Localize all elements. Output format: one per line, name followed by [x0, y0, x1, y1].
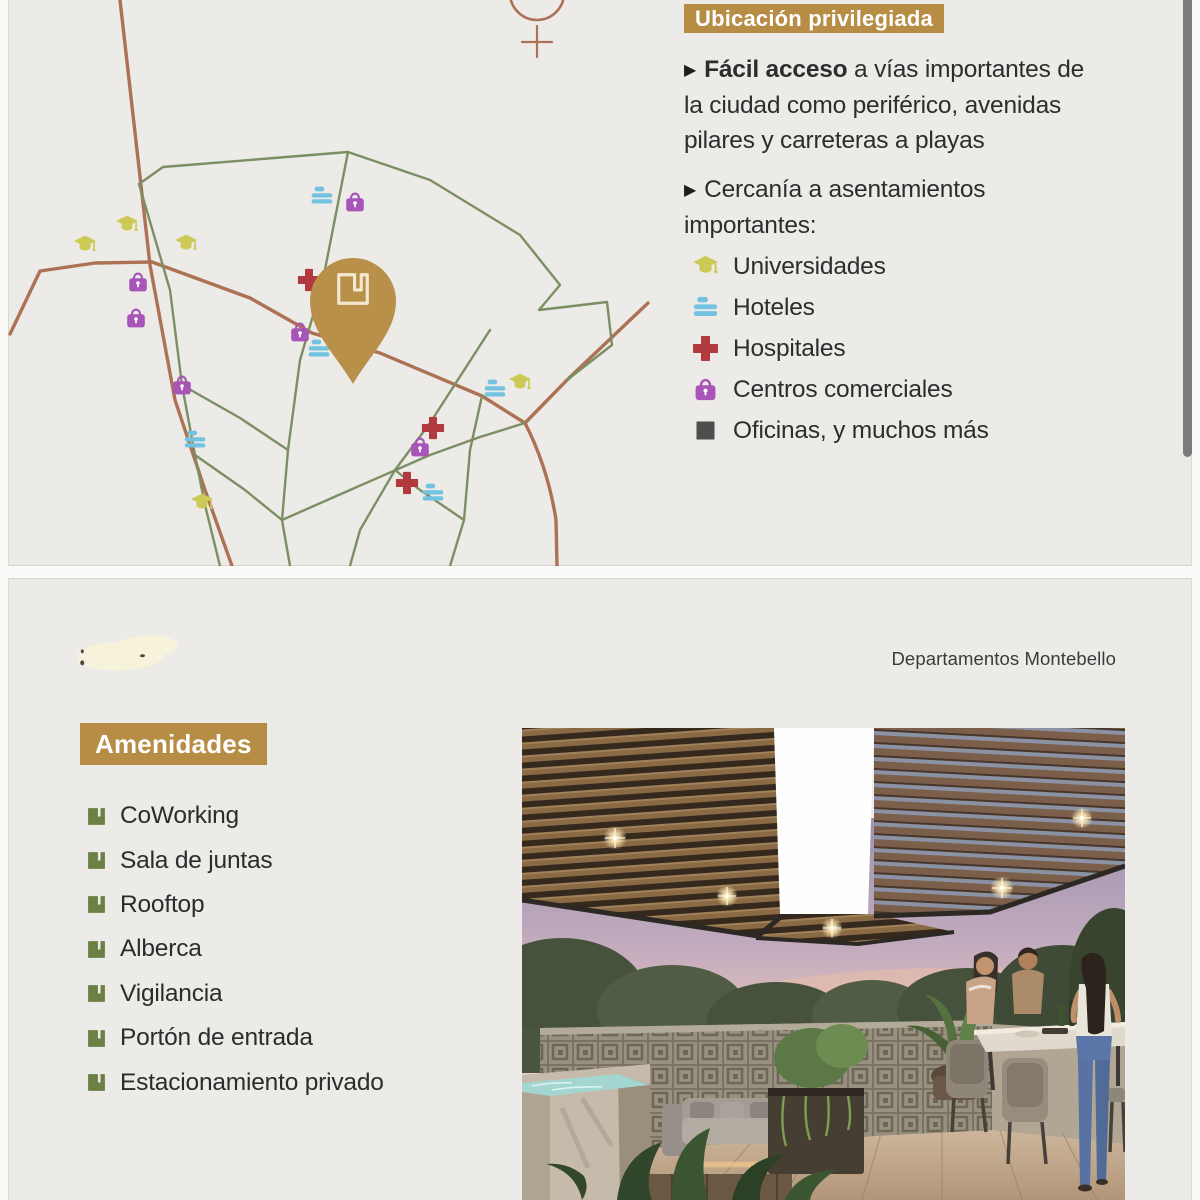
graduation-cap-marker: [509, 374, 531, 390]
rooftop-terrace-photo: [522, 728, 1125, 1200]
hotel-bed-icon: [692, 294, 719, 321]
office-square-icon: [692, 417, 719, 444]
amenity-item-label: Portón de entrada: [120, 1024, 313, 1052]
paragraph-line: pilares y carreteras a playas: [684, 127, 985, 154]
pergola-notch: [774, 728, 874, 914]
shopping-bag-marker: [411, 439, 429, 457]
graduation-cap-marker: [116, 216, 138, 232]
amenity-item-label: CoWorking: [120, 802, 239, 830]
amenity-item: [86, 838, 384, 882]
location-section-title: Ubicación privilegiada: [684, 4, 944, 33]
paragraph-line: [684, 172, 1164, 208]
bullet-arrow-icon: ▶: [684, 62, 697, 79]
legend-item: [692, 328, 989, 369]
legend-item-label: Oficinas, y muchos más: [733, 416, 989, 444]
hotel-bed-marker: [185, 431, 206, 448]
amenity-item: [86, 1060, 384, 1104]
brand-logo-bullet-icon: [86, 806, 107, 827]
graduation-cap-marker: [74, 236, 96, 252]
brand-logo-bullet-icon: [86, 1028, 107, 1049]
legend-item-label: Universidades: [733, 252, 886, 280]
amenity-item: [86, 1016, 384, 1060]
brand-logo-bullet-icon: [86, 1072, 107, 1093]
project-name-caption: Departamentos Montebello: [891, 648, 1116, 669]
easy-access-bold: Fácil acceso: [704, 56, 848, 83]
paragraph-line: importantes:: [684, 212, 817, 239]
legend-item: [692, 246, 989, 287]
map-location-pin: [310, 258, 396, 384]
brand-logo-bullet-icon: [86, 939, 107, 960]
city-map: [0, 0, 670, 566]
scrollbar-thumb[interactable]: [1183, 0, 1192, 457]
hotel-bed-marker: [485, 380, 506, 397]
medical-cross-marker: [423, 418, 444, 439]
shopping-bag-marker: [346, 194, 364, 212]
brand-logo-bullet-icon: [86, 850, 107, 871]
proximity-paragraph: [684, 172, 1164, 243]
paragraph-text: a vías importantes de: [847, 56, 1085, 83]
bullet-arrow-icon: ▶: [684, 182, 697, 199]
paragraph-line: [684, 52, 1164, 88]
roundabout-cross-icon: [522, 26, 552, 57]
paragraph-line: la ciudad como periférico, avenidas: [684, 92, 1062, 119]
shopping-bag-icon: [692, 376, 719, 403]
legend-item-label: Hoteles: [733, 293, 815, 321]
easy-access-paragraph: [684, 52, 1164, 158]
amenity-item: [86, 972, 384, 1016]
amenity-item-label: Alberca: [120, 935, 202, 963]
shopping-bag-marker: [127, 310, 145, 328]
amenity-item: [86, 794, 384, 838]
amenity-item: [86, 927, 384, 971]
hotel-bed-marker: [423, 484, 444, 501]
location-legend: [692, 246, 989, 451]
paragraph-text: Cercanía a asentamientos: [704, 176, 986, 203]
brand-logo-bullet-icon: [86, 894, 107, 915]
amenity-item-label: Rooftop: [120, 890, 205, 918]
shopping-bag-marker: [129, 274, 147, 292]
amenity-item-label: Vigilancia: [120, 979, 223, 1007]
roundabout-icon: [510, 0, 564, 20]
amenity-item-label: Estacionamiento privado: [120, 1068, 384, 1096]
medical-cross-marker: [397, 473, 418, 494]
legend-item-label: Centros comerciales: [733, 375, 953, 403]
hotel-bed-marker: [312, 187, 333, 204]
legend-item: [692, 287, 989, 328]
amenities-list: [86, 794, 384, 1105]
graduation-cap-icon: [692, 253, 719, 280]
brand-logo-bullet-icon: [86, 983, 107, 1004]
amenity-item: [86, 883, 384, 927]
graduation-cap-marker: [175, 235, 197, 251]
legend-item-label: Hospitales: [733, 334, 846, 362]
planter-box: [768, 1024, 868, 1174]
medical-cross-icon: [692, 335, 719, 362]
legend-item: [692, 410, 989, 451]
amenity-item-label: Sala de juntas: [120, 846, 273, 874]
legend-item: [692, 369, 989, 410]
amenities-section-title: Amenidades: [80, 723, 267, 765]
